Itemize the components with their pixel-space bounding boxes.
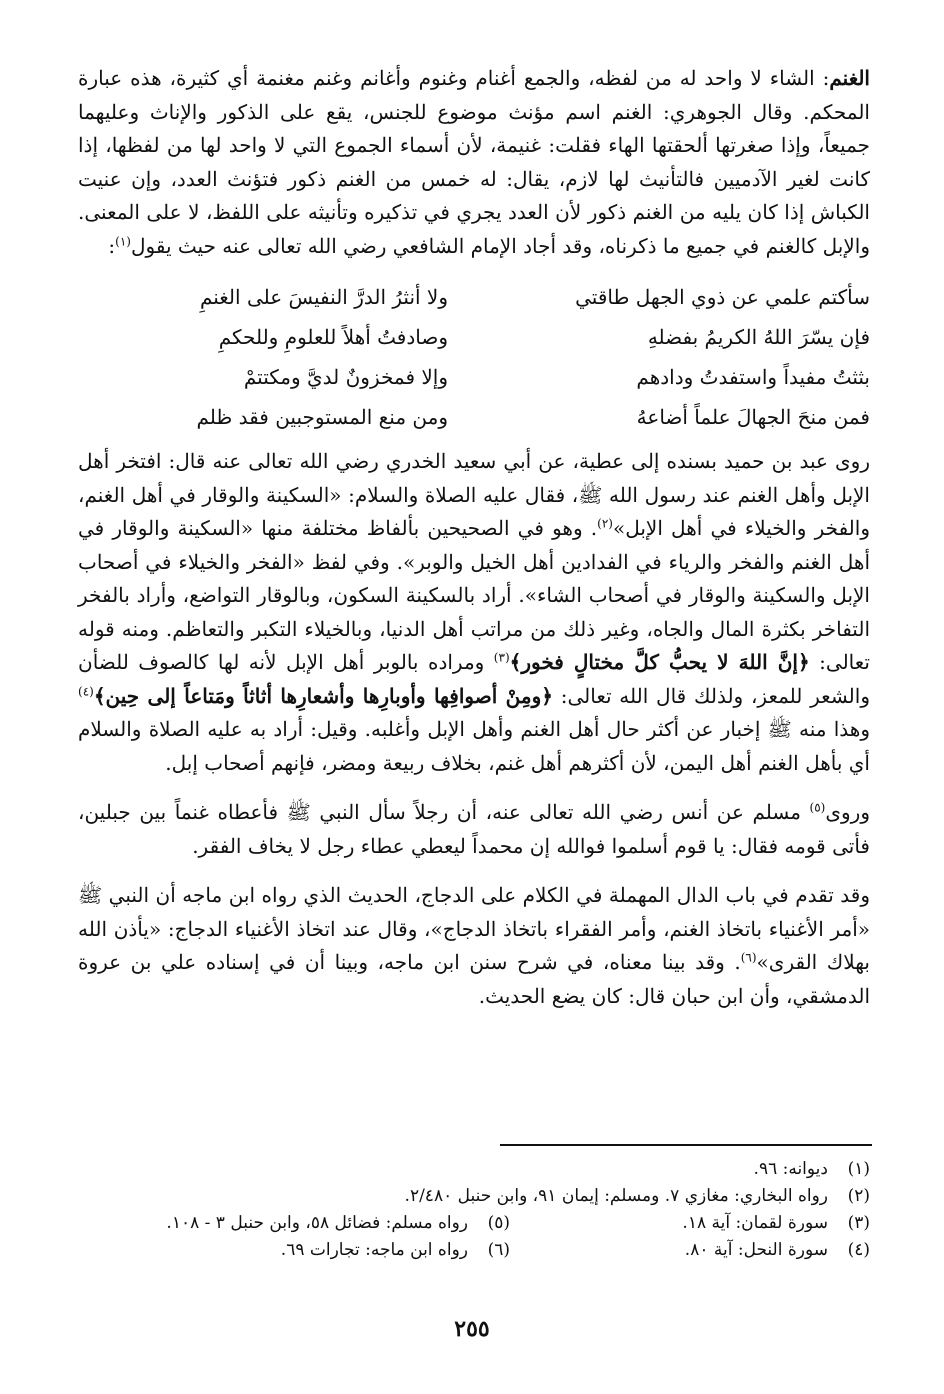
footnote-ref[interactable]: (١) xyxy=(115,233,131,248)
footnote-row xyxy=(78,1156,870,1183)
page-number: ٢٥٥ xyxy=(454,1316,490,1342)
verse-first-hemistich: فمن منحَ الجهالَ علماً أضاعهُ xyxy=(636,405,870,429)
footnote-text: رواه البخاري: مغازي ٧. ومسلم: إيمان ٩١، وابن حنبل ٢/٤٨٠. xyxy=(404,1186,828,1206)
poem-verse xyxy=(78,357,870,397)
footnote-2 xyxy=(170,1183,870,1210)
footnote-3 xyxy=(510,1210,870,1237)
footnote-1 xyxy=(170,1156,870,1183)
paragraph-hadith-ibn-majah xyxy=(78,879,870,1013)
poem-verse xyxy=(78,397,870,437)
footnotes xyxy=(78,1156,870,1264)
paragraph-text: وقد تقدم في باب الدال المهملة في الكلام على الدجاج، الحديث الذي رواه ابن ماجه أن النبي ﷺ «أمر الأغنياء باتخاذ الغنم، وأمر الفقراء باتخاذ الدجاج»، وقال عند اتخاذ الأغنياء الدجاج: «يأذن الله بهلاك القرى» xyxy=(78,883,871,974)
paragraph-text: . وهو في الصحيحين بألفاظ مختلفة منها «السكينة والوقار في أهل الغنم والفخر والرياء في الفدادين أهل الخيل والوبر». وفي لفظ «الفخر والخيلاء في أصحاب الإبل والسكينة والوقار في أصحاب الشاء». أراد بالسكينة السكون، وبالوقار التواضع، وأراد بالفخر التفاخر بكثرة المال والجاه، وغير ذلك من مراتب أهل الدنيا، وبالخيلاء التكبر والتعاظم. ومنه قوله تعالى: xyxy=(78,516,870,674)
footnote-5 xyxy=(150,1210,510,1237)
footnote-text: ديوانه: ٩٦. xyxy=(753,1159,828,1179)
verse-first-hemistich: بثثتُ مفيداً واستفدتُ ودادهم xyxy=(636,365,870,389)
footnote-ref[interactable]: (٢) xyxy=(597,516,613,531)
footnote-number: (٣) xyxy=(847,1213,870,1233)
poem-verse xyxy=(78,317,870,357)
paragraph-text: . وقد بينا معناه، في شرح سنن ابن ماجه، وبينا أن في إسناده علي بن عروة الدمشقي، وأن ابن حبان قال: كان يضع الحديث. xyxy=(78,950,870,1008)
footnote-ref[interactable]: (٦) xyxy=(740,950,757,965)
footnote-number: (٦) xyxy=(487,1240,510,1260)
footnote-row xyxy=(78,1210,870,1237)
paragraph-tail: : xyxy=(108,233,116,258)
footnote-number: (٥) xyxy=(487,1213,510,1233)
poem xyxy=(78,277,870,437)
footnote-ref[interactable]: (٤) xyxy=(78,683,94,698)
paragraph-text: : الشاء لا واحد له من لفظه، والجمع أغنام وغنوم وأغانم وغنم مغنمة أي كثيرة، هذه عبارة المحكم. وقال الجوهري: الغنم اسم مؤنث موضوع للجنس، يقع على الذكور والإناث وعليهما جميعاً، وإذا صغرتها ألحقتها الهاء فقلت: غنيمة، لأن أسماء الجموع التي لا واحد لها من لفظها، إذا كانت لغير الآدميين فالتأنيث لها لازم، يقال: له خمس من الغنم ذكور فتؤنث العدد، وإن عنيت الكباش إذا كان يليه من الغنم ذكور لأن العدد يجري في تذكيره وتأنيثه على اللفظ، لا على المعنى. والإبل كالغنم في جميع ما ذكرناه، وقد أجاد الإمام الشافعي رضي الله تعالى عنه حيث يقول xyxy=(78,66,870,258)
footnote-ref[interactable]: (٣) xyxy=(493,650,510,665)
paragraph-text: وهذا منه ﷺ إخبار عن أكثر حال أهل الغنم وأهل الإبل وأغلبه. وقيل: أراد به عليه الصلاة والسلام أي بأهل الغنم أهل اليمن، لأن أكثرهم أهل غنم، بخلاف ربيعة ومضر، فإنهم أصحاب إبل. xyxy=(78,717,870,775)
footnote-row xyxy=(78,1183,870,1210)
paragraph-text: وروى xyxy=(825,800,870,824)
footnote-number: (٤) xyxy=(847,1240,870,1260)
footnote-6 xyxy=(150,1237,510,1264)
verse-first-hemistich: سأكتم علمي عن ذوي الجهل طاقتي xyxy=(575,285,870,309)
quran-quote: ﴿إنَّ اللهَ لا يحبُّ كلَّ مختالٍ فخور﴾ xyxy=(509,650,810,674)
footnote-text: سورة لقمان: آية ١٨. xyxy=(682,1213,828,1233)
verse-second-hemistich: وصادفتُ أهلاً للعلومِ وللحكمِ xyxy=(218,325,448,349)
paragraph-ghanam-definition xyxy=(78,62,870,263)
footnote-ref[interactable]: (٥) xyxy=(809,800,826,815)
paragraph-text: روى عبد بن حميد بسنده إلى عطية، عن أبي سعيد الخدري رضي الله تعالى عنه قال: افتخر أهل الإبل وأهل الغنم عند رسول الله ﷺ، فقال عليه الصلاة والسلام: «السكينة والوقار في أهل الغنم، والفخر والخيلاء في أهل الإبل» xyxy=(78,449,870,540)
verse-second-hemistich: ومن منع المستوجبين فقد ظلم xyxy=(196,405,448,429)
page-body xyxy=(78,62,870,1013)
footnote-4 xyxy=(510,1237,870,1264)
footnote-text: رواه ابن ماجه: تجارات ٦٩. xyxy=(280,1240,468,1260)
paragraph-hadith-anas xyxy=(78,796,870,863)
footnote-text: سورة النحل: آية ٨٠. xyxy=(684,1240,828,1260)
verse-first-hemistich: فإن يسّرَ اللهُ الكريمُ بفضلهِ xyxy=(647,325,870,349)
footnote-divider xyxy=(500,1144,872,1146)
paragraph-text: ومراده بالوبر أهل الإبل لأنه لها كالصوف للضأن والشعر للمعز، ولذلك قال الله تعالى: xyxy=(78,650,870,708)
footnote-number: (١) xyxy=(847,1159,870,1179)
footnote-text: رواه مسلم: فضائل ٥٨، وابن حنبل ٣ - ١٠٨. xyxy=(166,1213,468,1233)
paragraph-hadith-pride xyxy=(78,445,870,780)
footnote-row xyxy=(78,1237,870,1264)
verse-second-hemistich: وإلا فمخزونٌ لديَّ ومكتتمْ xyxy=(243,365,448,389)
paragraph-text: مسلم عن أنس رضي الله تعالى عنه، أن رجلاً سأل النبي ﷺ فأعطاه غنماً بين جبلين، فأتى قومه فقال: يا قوم أسلموا فوالله إن محمداً ليعطي عطاء رجل لا يخاف الفقر. xyxy=(78,800,870,858)
verse-second-hemistich: ولا أنثرُ الدرَّ النفيسَ على الغنمِ xyxy=(199,285,448,309)
quran-quote: ﴿ومِنْ أصوافِها وأوبارِها وأشعارِها أثاثاً ومَتاعاً إلى حِين﴾ xyxy=(93,683,553,708)
footnote-number: (٢) xyxy=(847,1186,870,1206)
entry-headword: الغنم xyxy=(829,66,870,90)
poem-verse xyxy=(78,277,870,317)
